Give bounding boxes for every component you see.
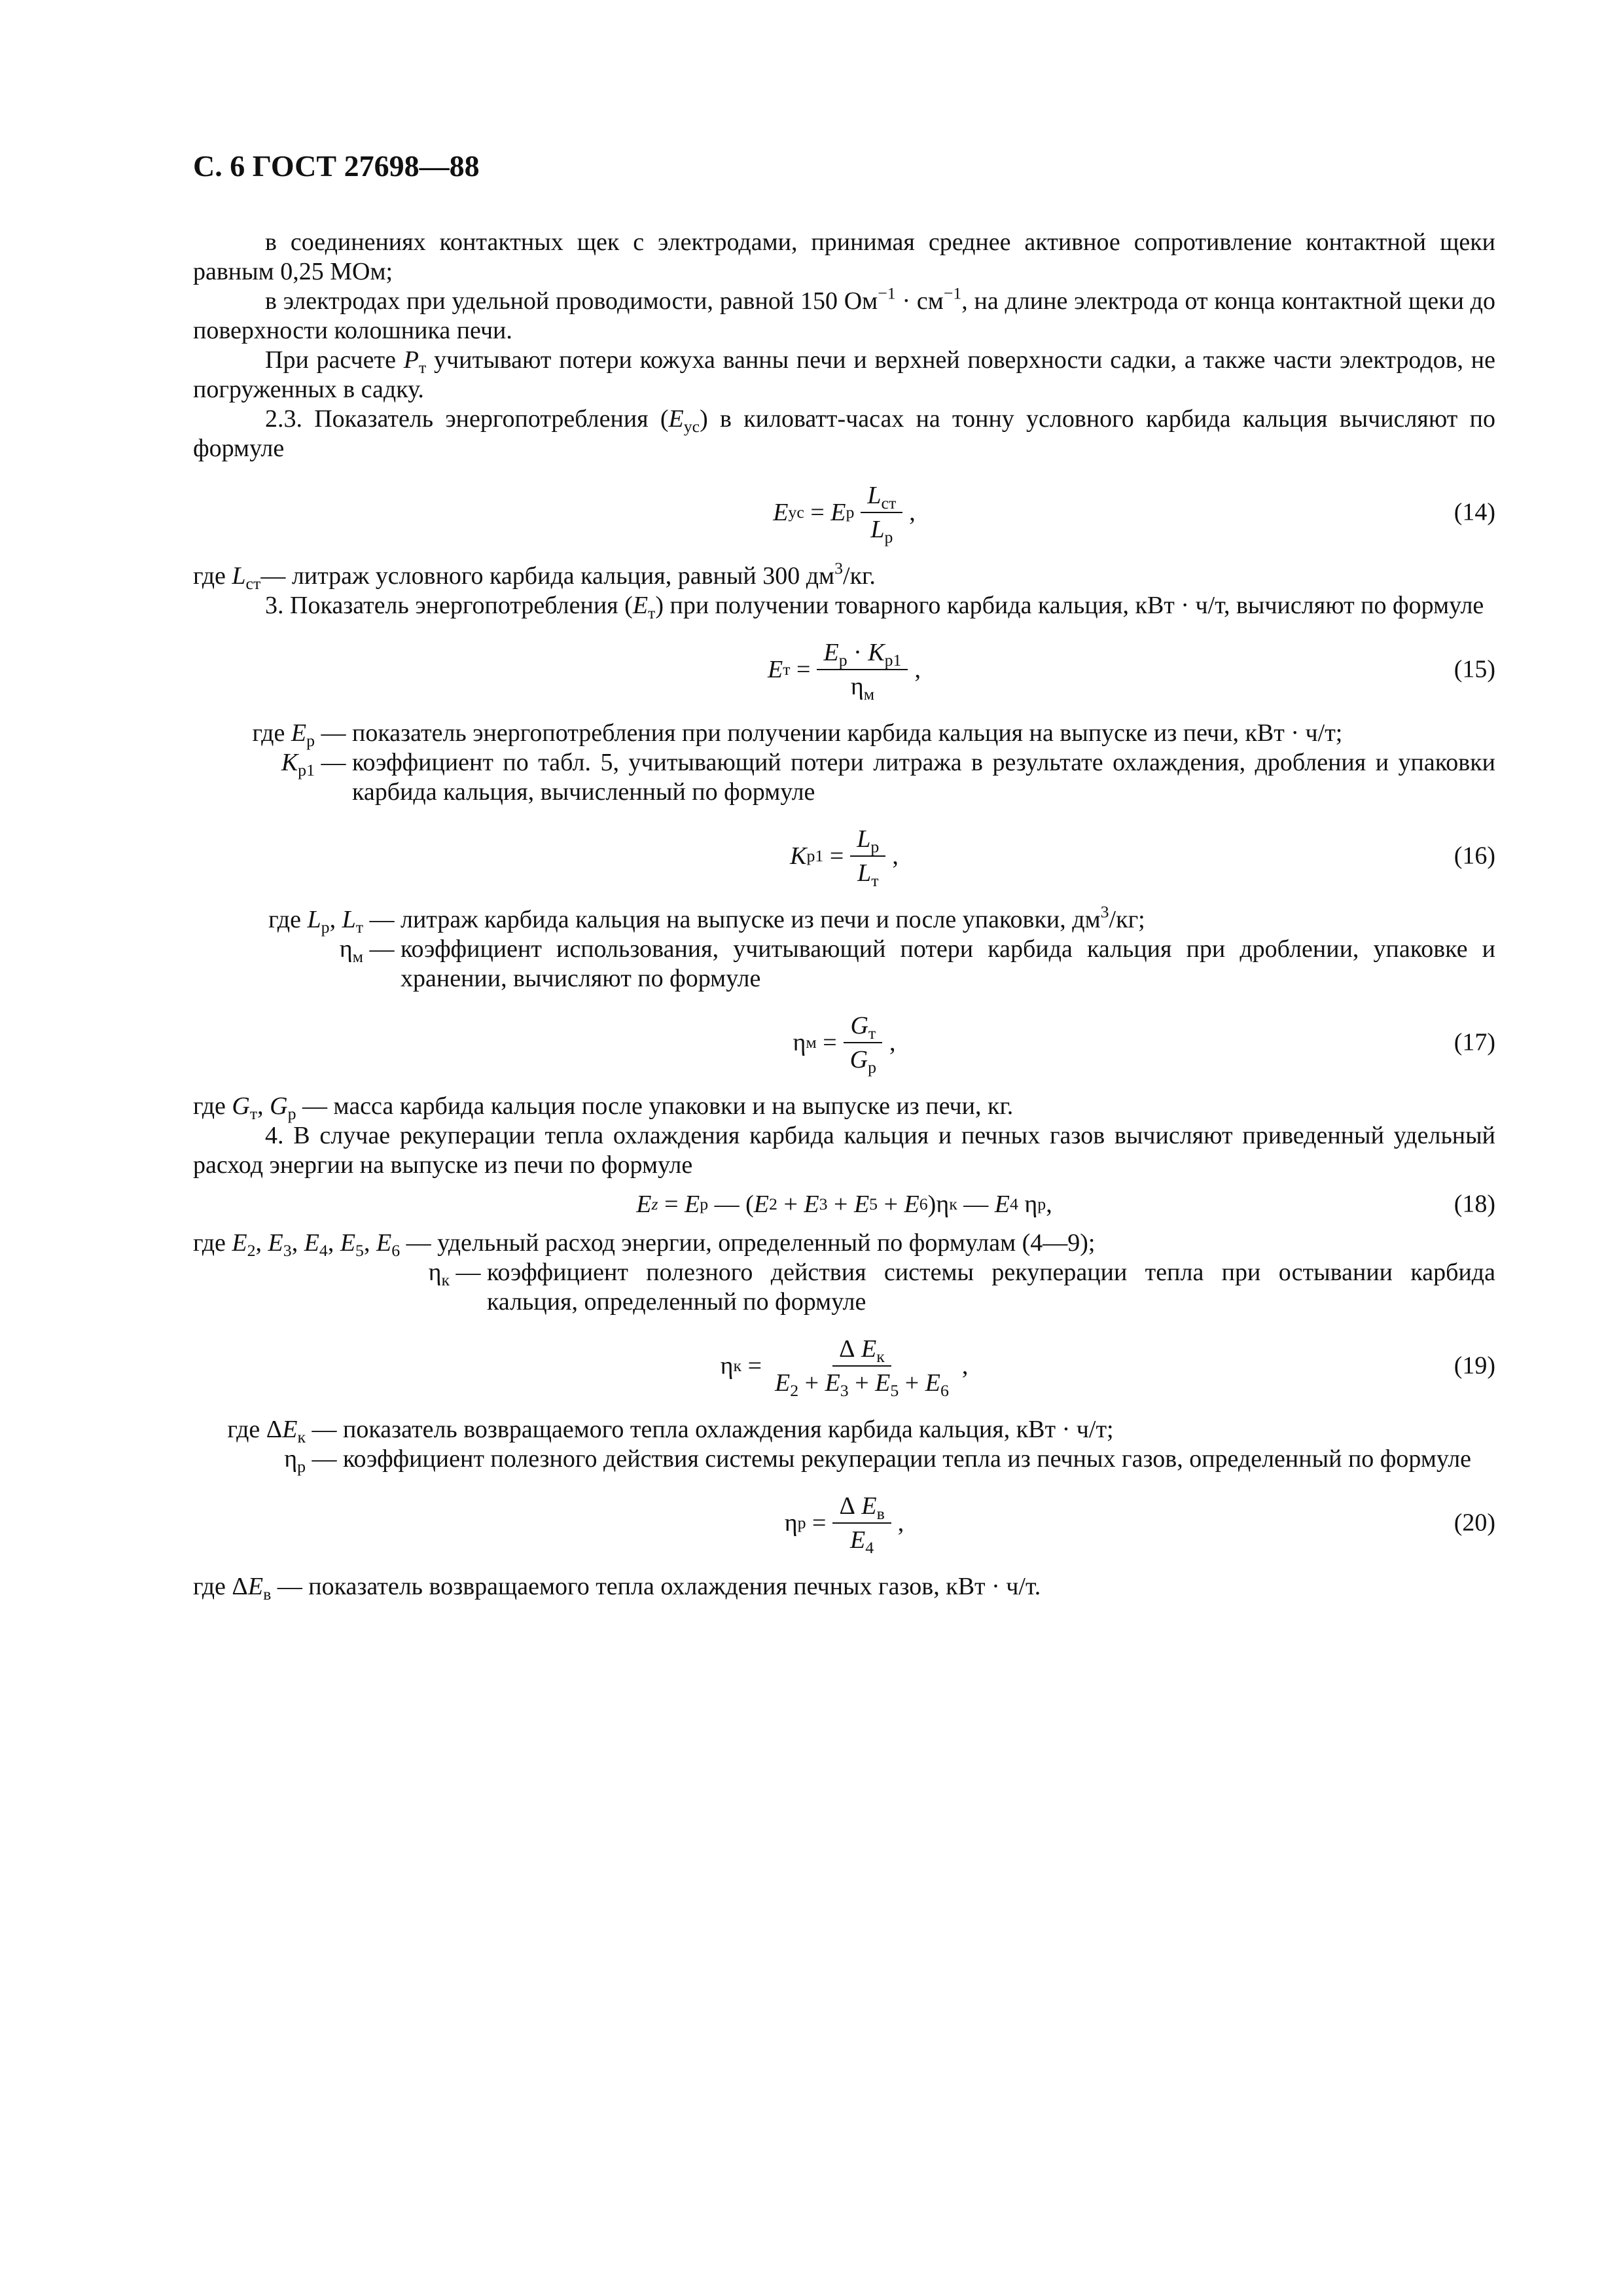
where-16-l: где $L_р$, $L_т$ — литраж карбида кальция на выпуске из печи и после упаковки, $дм^3/кг$; xyxy=(268,902,1145,937)
where-18-e: где $E_2$, $E_3$, $E_4$, $E_5$, $E_6$ — удельный расход энергии, определенный по формулам (4—9); xyxy=(193,1229,1096,1260)
equation-19 xyxy=(193,1317,1495,1415)
fraction: $\frac{L_{ст}}{L_р}$ xyxy=(861,480,902,545)
formula-15: E т = $\frac{E_р \cdot K_{р1}}{\eta_м}$ , xyxy=(768,639,921,704)
where-19-eta: $\eta_р$ — коэффициент полезного действия системы рекуперации тепла из печных газов, определенный по формуле xyxy=(284,1445,1472,1476)
paragraph-contact-jaws: в соединениях контактных щек с электродами, принимая среднее активное сопротивление контактной щеки равным 0,25 МОм; xyxy=(193,228,1495,285)
equation-15 xyxy=(193,620,1495,719)
equation-20 xyxy=(193,1474,1495,1572)
where-16-eta: $\eta_м$ — коэффициент использования, учитывающий потери карбида кальция при дроблении, упаковке и хранении, вычисляют по формуле xyxy=(339,935,1495,992)
paragraph-2-3: 2.3. Показатель энергопотребления $(E_{ус})$ в киловатт-часах на тонну условного карбида кальция вычисляют по формуле xyxy=(193,405,1495,462)
paragraph-calc-pt: При расчете $P_т$ учитывают потери кожуха ванны печи и верхней поверхности садки, а также части электродов, не погруженных в садку. xyxy=(193,346,1495,403)
formula-16: K р1 = $\frac{L_р}{L_т}$ , xyxy=(790,825,899,890)
where-14: где $L_{ст}$ — литраж условного карбида кальция, равный 300 $дм^3/кг$. xyxy=(193,558,876,593)
equation-16 xyxy=(193,807,1495,905)
equation-18 xyxy=(193,1180,1495,1229)
equation-number: (16) xyxy=(1454,842,1495,870)
fraction: $\frac{\Delta E_в}{E_4}$ xyxy=(832,1491,891,1555)
equation-17 xyxy=(193,994,1495,1092)
equation-number: (14) xyxy=(1454,498,1495,526)
paragraph-3: 3. Показатель энергопотребления $(E_т)$ при получении товарного карбида кальция, кВт · ч/т, вычисляют по формуле xyxy=(265,592,1484,622)
fraction: $\frac{L_р}{L_т}$ xyxy=(850,824,885,888)
where-15-kp1: $K_{р1}$ — коэффициент по табл. 5, учитывающий потери литража в результате охлаждения, дробления и упаковки карбида кальция, вычисленный по формуле xyxy=(281,749,1495,806)
equation-number: (20) xyxy=(1454,1509,1495,1537)
formula-14: E ус = E р $\frac{L_{ст}}{L_р}$ , xyxy=(773,482,916,547)
where-17: где $G_т$, $G_р$ — масса карбида кальция после упаковки и на выпуске из печи, кг. xyxy=(193,1092,1014,1123)
where-20: где $\Delta E_в$ — показатель возвращаемого тепла охлаждения печных газов, кВт · ч/т. xyxy=(193,1573,1041,1604)
equation-number: (19) xyxy=(1454,1352,1495,1380)
page-header: С. 6 ГОСТ 27698—88 xyxy=(193,149,480,183)
where-15-ep: где $E_р$ — показатель энергопотребления при получении карбида кальция на выпуске из печи, кВт · ч/т; xyxy=(252,719,1343,750)
where-19-de: где $\Delta E_к$ — показатель возвращаемого тепла охлаждения карбида кальция, кВт · ч/т; xyxy=(227,1416,1114,1446)
where-18-eta: $\eta_к$ — коэффициент полезного действия системы рекуперации тепла при остывании карбида кальция, определенный по формуле xyxy=(428,1259,1495,1316)
document-body xyxy=(193,228,1495,1602)
paragraph-electrodes: в электродах при удельной проводимости, равной 150 $Ом^{-1} \cdot см^{-1}$, на длине электрода от конца контактной щеки до поверхности колошника печи. xyxy=(193,283,1496,344)
equation-14 xyxy=(193,463,1495,562)
formula-17: η м = $\frac{G_т}{G_р}$ , xyxy=(793,1012,896,1077)
formula-19: η к = $\frac{\Delta E_к}{E_2 + E_3 + E_5 + E_6}$ , xyxy=(720,1335,969,1400)
paragraph-4: 4. В случае рекуперации тепла охлаждения карбида кальция и печных газов вычисляют приведенный удельный расход энергии на выпуске из печи по формуле xyxy=(193,1122,1495,1179)
fraction: $\frac{\Delta E_к}{E_2 + E_3 + E_5 + E_6}$ xyxy=(775,1335,949,1400)
fraction: $\frac{G_т}{G_р}$ xyxy=(844,1011,883,1075)
formula-20: η р = $\frac{\Delta E_в}{E_4}$ , xyxy=(784,1492,904,1557)
equation-number: (17) xyxy=(1454,1028,1495,1056)
equation-number: (18) xyxy=(1454,1190,1495,1218)
formula-18: E z = E р — ( E 2 + E 3 + E 5 + E 6 ) η к — E 4 η р , xyxy=(636,1190,1052,1218)
equation-number: (15) xyxy=(1454,655,1495,683)
fraction: $\frac{E_р \cdot K_{р1}}{\eta_м}$ xyxy=(817,637,908,702)
